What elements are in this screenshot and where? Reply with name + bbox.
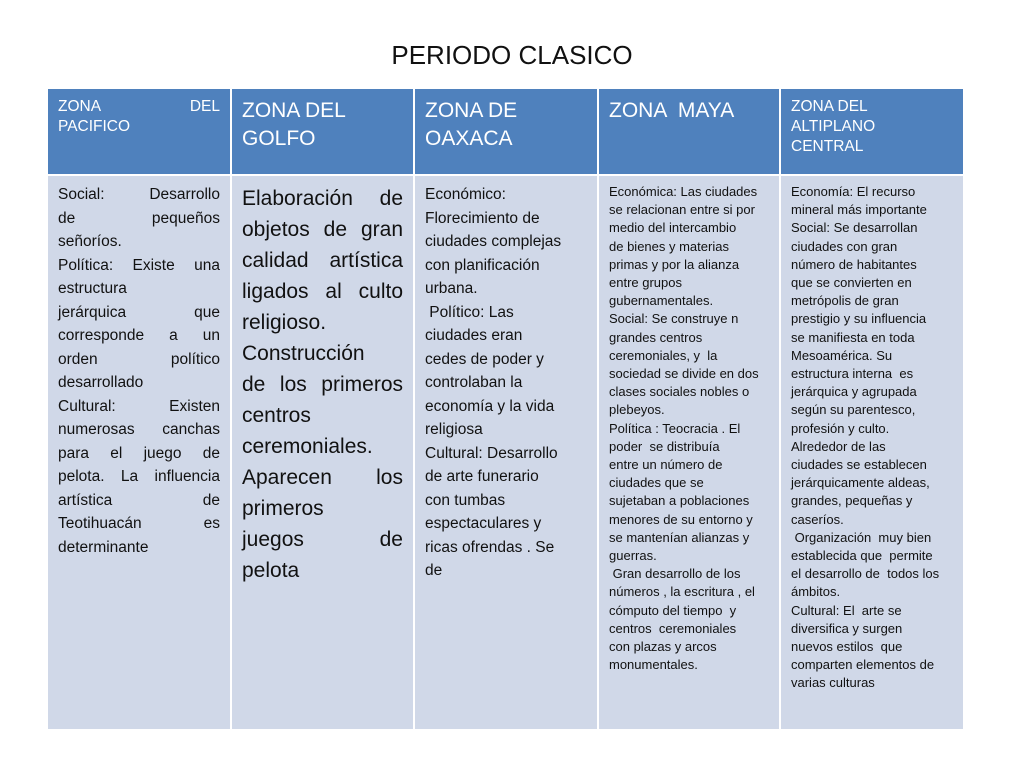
altiplano-line: jerárquica y agrupada (791, 384, 917, 400)
altiplano-line: caseríos. (791, 511, 844, 527)
oaxaca-line: espectaculares y (425, 515, 542, 532)
maya-line: centros ceremoniales (609, 620, 737, 636)
zones-table (47, 88, 964, 730)
altiplano-line: Economía: El recurso (791, 184, 916, 199)
pacifico-line: numerosas canchas (58, 421, 220, 438)
maya-line: poder se distribuía (609, 438, 720, 454)
maya-line: entre un número de (609, 457, 723, 473)
oaxaca-line: de (425, 562, 443, 579)
altiplano-line: diversifica y surgen (791, 620, 903, 636)
oaxaca-line: cedes de poder y (425, 350, 544, 368)
altiplano-line: número de habitantes (791, 256, 917, 272)
oaxaca-line: Cultural: Desarrollo (425, 444, 558, 462)
altiplano-line: según su parentesco, (791, 402, 916, 418)
altiplano-line: profesión y culto. (791, 420, 890, 436)
header-zona-altiplano (780, 88, 964, 175)
altiplano-line: Alrededor de las (791, 438, 886, 454)
maya-line: Gran desarrollo de los (609, 566, 741, 582)
altiplano-line: Social: Se desarrollan (791, 220, 918, 236)
altiplano-line: Cultural: El arte se (791, 602, 902, 618)
maya-line: guerras. (609, 548, 657, 564)
maya-line: monumentales. (609, 657, 698, 673)
oaxaca-line: urbana. (425, 280, 478, 297)
golfo-line: juegos de (242, 528, 403, 551)
pacifico-line: Social: Desarrollo (58, 186, 220, 203)
altiplano-line: nuevos estilos que (791, 639, 903, 655)
pacifico-line: desarrollado (58, 374, 144, 391)
pacifico-line: estructura (58, 280, 127, 297)
maya-text (609, 183, 769, 674)
altiplano-line: jerárquicamente aldeas, (791, 475, 930, 491)
altiplano-text (791, 183, 953, 693)
maya-line: Social: Se construye n (609, 311, 739, 327)
golfo-line: de los primeros (242, 373, 403, 396)
header-zona-pacifico (47, 88, 231, 175)
maya-line: ciudades que se (609, 475, 704, 491)
oaxaca-line: controlaban la (425, 374, 523, 391)
altiplano-line: estructura interna es (791, 366, 914, 382)
header-golfo-line-1: ZONA DEL (242, 99, 346, 122)
maya-line: Económica: Las ciudades (609, 184, 758, 199)
oaxaca-line: ricas ofrendas . Se (425, 538, 555, 556)
altiplano-line: Organización muy bien (791, 529, 932, 545)
slide-title: PERIODO CLASICO (391, 40, 633, 70)
maya-line: ceremoniales, y la (609, 347, 718, 363)
header-altiplano-line-2: ALTIPLANO (791, 118, 876, 135)
header-zona-oaxaca (414, 88, 598, 175)
altiplano-line: mineral más importante (791, 202, 927, 218)
pacifico-line: Política: Existe una (58, 256, 220, 274)
maya-line: sociedad se divide en dos (609, 366, 759, 382)
maya-line: grandes centros (609, 329, 703, 345)
pacifico-line: Cultural: Existen (58, 397, 220, 415)
header-oaxaca-line-1: ZONA DE (425, 99, 518, 122)
oaxaca-line: economía y la vida (425, 397, 555, 415)
oaxaca-line: de arte funerario (425, 468, 539, 485)
altiplano-line: ámbitos. (791, 584, 841, 600)
altiplano-line: establecida que permite (791, 548, 933, 564)
cell-maya (598, 175, 780, 730)
header-zona-maya (598, 88, 780, 175)
golfo-line: ceremoniales. (242, 435, 373, 458)
oaxaca-line: ciudades eran (425, 327, 523, 344)
cell-oaxaca (414, 175, 598, 730)
maya-line: con plazas y arcos (609, 639, 717, 655)
golfo-line: religioso. (242, 311, 327, 334)
maya-line: plebeyos. (609, 402, 665, 418)
golfo-line: pelota (242, 559, 300, 582)
pacifico-line: Teotihuacán es (58, 515, 220, 532)
altiplano-line: comparten elementos de (791, 657, 935, 673)
altiplano-line: Mesoamérica. Su (791, 347, 893, 363)
maya-line: gubernamentales. (609, 293, 714, 309)
pacifico-text (58, 183, 220, 559)
pacifico-line: señoríos. (58, 233, 122, 250)
golfo-line: Construcción (242, 342, 365, 365)
altiplano-line: varias culturas (791, 675, 875, 691)
pacifico-line: jerárquica que (58, 303, 220, 321)
altiplano-line: ciudades con gran (791, 238, 898, 254)
header-altiplano-line-3: CENTRAL (791, 138, 864, 155)
maya-line: menores de su entorno y (609, 511, 753, 527)
maya-line: números , la escritura , el (609, 584, 755, 600)
header-pacifico-line-2: PACIFICO (58, 118, 131, 135)
oaxaca-line: ciudades complejas (425, 233, 562, 250)
maya-line: se mantenían alianzas y (609, 529, 750, 545)
golfo-line: centros (242, 404, 311, 427)
header-pacifico-line-1: ZONA DEL (58, 98, 220, 115)
oaxaca-line: con tumbas (425, 491, 506, 509)
maya-line: Política : Teocracia . El (609, 420, 741, 436)
maya-line: clases sociales nobles o (609, 384, 750, 400)
altiplano-line: metrópolis de gran (791, 293, 899, 309)
pacifico-line: determinante (58, 538, 149, 556)
header-maya-label: ZONA MAYA (609, 99, 735, 122)
oaxaca-line: Florecimiento de (425, 209, 540, 227)
maya-line: medio del intercambio (609, 220, 737, 236)
pacifico-line: corresponde a un (58, 327, 220, 344)
maya-line: sujetaban a poblaciones (609, 493, 750, 509)
cell-golfo (231, 175, 414, 730)
altiplano-line: ciudades se establecen (791, 457, 927, 473)
golfo-line: primeros (242, 497, 324, 520)
golfo-line: Aparecen los (242, 466, 403, 489)
golfo-text (242, 183, 403, 586)
altiplano-line: que se convierten en (791, 275, 912, 291)
oaxaca-line: Económico: (425, 186, 506, 203)
oaxaca-text (425, 183, 587, 583)
header-golfo-line-2: GOLFO (242, 127, 316, 150)
altiplano-line: prestigio y su influencia (791, 311, 927, 327)
oaxaca-line: Político: Las (425, 303, 514, 321)
maya-line: de bienes y materias (609, 238, 729, 254)
pacifico-line: artística de (58, 491, 220, 509)
pacifico-line: para el juego de (58, 444, 220, 462)
oaxaca-line: religiosa (425, 421, 483, 438)
pacifico-line: orden político (58, 350, 220, 368)
cell-pacifico (47, 175, 231, 730)
golfo-line: objetos de gran (242, 218, 403, 241)
header-altiplano-line-1: ZONA DEL (791, 98, 868, 115)
cell-altiplano (780, 175, 964, 730)
pacifico-line: pelota. La influencia (58, 468, 220, 485)
golfo-line: Elaboración de (242, 187, 403, 210)
oaxaca-line: con planificación (425, 256, 540, 274)
maya-line: entre grupos (609, 275, 682, 291)
maya-line: se relacionan entre si por (609, 202, 755, 218)
maya-line: primas y por la alianza (609, 256, 740, 272)
altiplano-line: el desarrollo de todos los (791, 566, 940, 582)
header-zona-golfo (231, 88, 414, 175)
pacifico-line: de pequeños (58, 209, 220, 227)
altiplano-line: se manifiesta en toda (791, 329, 915, 345)
altiplano-line: grandes, pequeñas y (791, 493, 913, 509)
golfo-line: ligados al culto (242, 280, 403, 303)
maya-line: cómputo del tiempo y (609, 602, 737, 618)
header-oaxaca-line-2: OAXACA (425, 127, 513, 150)
golfo-line: calidad artística (242, 249, 403, 272)
